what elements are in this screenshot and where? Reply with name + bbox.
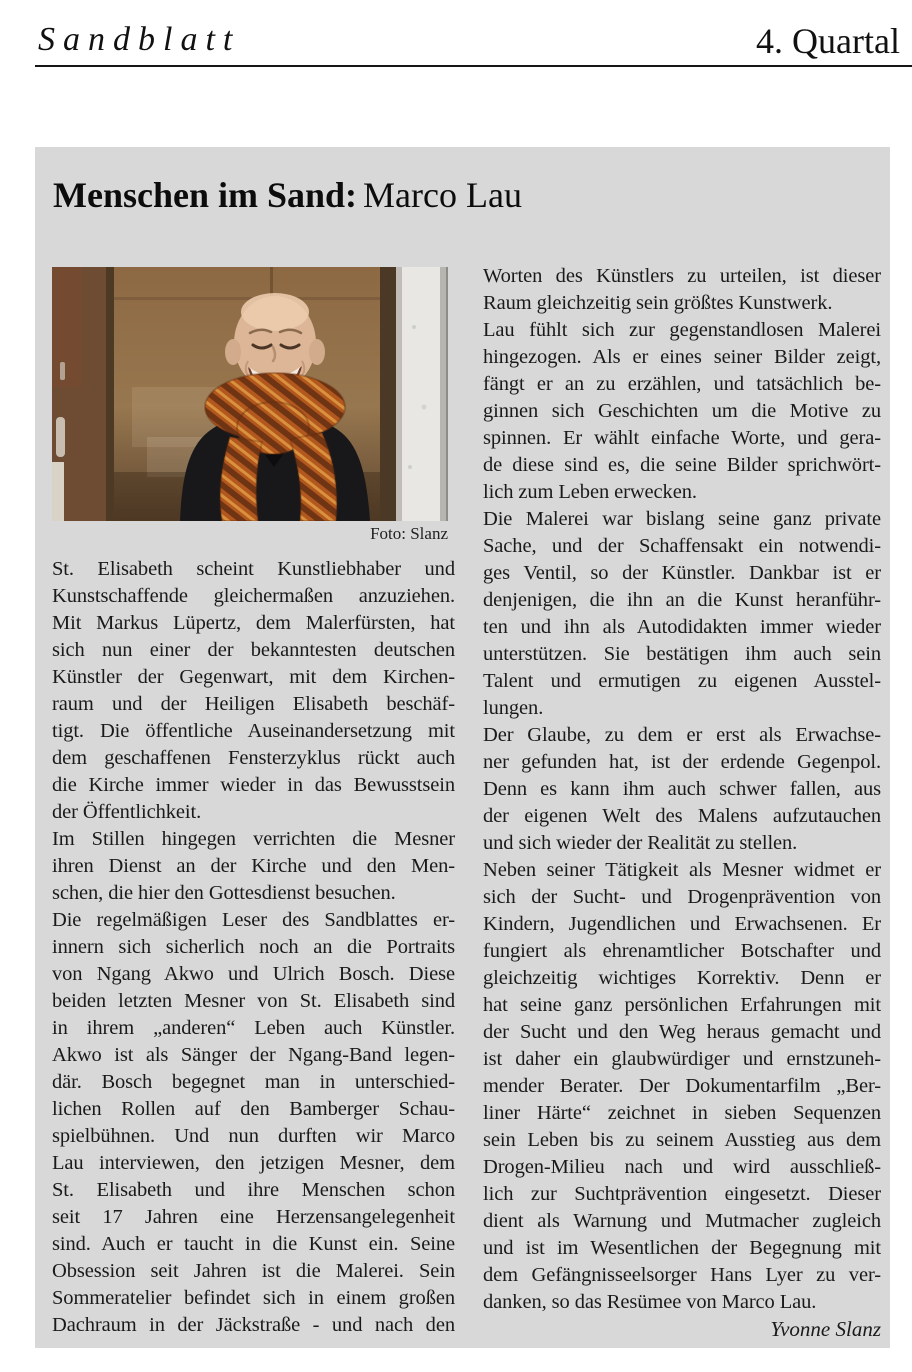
text-line: unterstützen. Sie bestätigen ihm auch sein bbox=[483, 643, 881, 665]
article-title-name: Marco Lau bbox=[363, 175, 522, 215]
byline: Yvonne Slanz bbox=[770, 1317, 881, 1341]
text-line: Lau fühlt sich zur gegenstandlosen Malerei bbox=[483, 319, 881, 341]
article-title bbox=[53, 174, 522, 216]
text-line: ginnen sich Geschichten um die Motive zu bbox=[483, 400, 881, 422]
text-line: St. Elisabeth scheint Kunstliebhaber und bbox=[52, 558, 455, 580]
text-line: Sache, und der Schaffensakt ein notwendi- bbox=[483, 535, 881, 557]
text-line: mender Berater. Der Dokumentarfilm „Ber- bbox=[483, 1075, 881, 1097]
text-line: raum und der Heiligen Elisabeth beschäf- bbox=[52, 693, 455, 715]
text-line: Neben seiner Tätigkeit als Mesner widmet er bbox=[483, 859, 881, 881]
text-line: tigt. Die öffentliche Auseinandersetzung mit bbox=[52, 720, 455, 742]
text-line: die Kirche immer wieder in das Bewusstsein bbox=[52, 774, 455, 796]
text-line: ges Ventil, so der Künstler. Dankbar ist er bbox=[483, 562, 881, 584]
text-line: und sich wieder der Realität zu stellen. bbox=[483, 832, 798, 854]
article-column-left bbox=[52, 556, 455, 1339]
text-line: gleichzeitig wichtiges Korrektiv. Denn er bbox=[483, 967, 881, 989]
text-line: spinnen. Er wählt einfache Worte, und gera- bbox=[483, 427, 881, 449]
text-line: der Öffentlichkeit. bbox=[52, 801, 202, 823]
article-title-topic: Menschen im Sand: bbox=[53, 175, 358, 215]
text-line: dem geschaffenen Fensterzyklus rückt auch bbox=[52, 747, 455, 769]
text-line: där. Bosch begegnet man in unterschied- bbox=[52, 1071, 455, 1093]
text-line: fängt er an zu erzählen, und tatsächlich be- bbox=[483, 373, 881, 395]
text-line: Obsession seit Jahren ist die Malerei. Sein bbox=[52, 1260, 455, 1282]
text-line: hingezogen. Als er eines seiner Bilder zeigt, bbox=[483, 346, 881, 368]
photo-credit: Foto: Slanz bbox=[370, 524, 448, 543]
text-line: spielbühnen. Und nun durften wir Marco bbox=[52, 1125, 455, 1147]
text-line: und ist im Wesentlichen der Begegnung mit bbox=[483, 1237, 881, 1259]
text-line: beiden letzten Mesner von St. Elisabeth sind bbox=[52, 990, 455, 1012]
text-line: Akwo ist als Sänger der Ngang-Band legen- bbox=[52, 1044, 455, 1066]
issue-label: 4. Quartal bbox=[756, 21, 900, 61]
text-line: lungen. bbox=[483, 697, 544, 719]
text-line: lich zum Leben erwecken. bbox=[483, 481, 697, 503]
article-panel bbox=[35, 147, 890, 1348]
text-line: Die regelmäßigen Leser des Sandblattes er- bbox=[52, 909, 455, 931]
text-line: von Ngang Akwo und Ulrich Bosch. Diese bbox=[52, 963, 455, 985]
text-line: fungiert als ehrenamtlicher Botschafter und bbox=[483, 940, 881, 962]
text-line: St. Elisabeth und ihre Menschen schon bbox=[52, 1179, 455, 1201]
text-line: dient als Warnung und Mutmacher zugleich bbox=[483, 1210, 881, 1232]
text-line: Denn es kann ihm auch schwer fallen, aus bbox=[483, 778, 881, 800]
text-line: lich zur Suchtprävention eingesetzt. Dieser bbox=[483, 1183, 881, 1205]
text-line: Sommeratelier befindet sich in einem großen bbox=[52, 1287, 455, 1309]
text-line: der eigenen Welt des Malens aufzutauchen bbox=[483, 805, 881, 827]
text-line: Talent und ermutigen zu eigenen Ausstel- bbox=[483, 670, 881, 692]
text-line: de diese sind es, die seine Bilder sprichwört- bbox=[483, 454, 881, 476]
portrait-photo bbox=[52, 267, 448, 521]
text-line: ihren Dienst an der Kirche und den Men- bbox=[52, 855, 455, 877]
text-line: schen, die hier den Gottesdienst besuchen. bbox=[52, 882, 396, 904]
text-line: sich nun einer der bekanntesten deutschen bbox=[52, 639, 455, 661]
text-line: innern sich sicherlich noch an die Portraits bbox=[52, 936, 455, 958]
text-line: sein Leben bis zu seinem Ausstieg aus dem bbox=[483, 1129, 881, 1151]
text-line: seit 17 Jahren eine Herzensangelegenheit bbox=[52, 1206, 455, 1228]
text-line: Kunstschaffende gleichermaßen anzuziehen. bbox=[52, 585, 455, 607]
text-line: Im Stillen hingegen verrichten die Mesner bbox=[52, 828, 455, 850]
text-line: Drogen-Milieu nach und wird ausschließ- bbox=[483, 1156, 881, 1178]
masthead-title: Sandblatt bbox=[38, 21, 241, 58]
header-rule bbox=[35, 65, 912, 67]
text-line: in ihrem „anderen“ Leben auch Künstler. bbox=[52, 1017, 455, 1039]
text-line: Worten des Künstlers zu urteilen, ist dieser bbox=[483, 265, 881, 287]
portrait-photo-illustration bbox=[52, 267, 448, 521]
text-line: ist daher ein glaubwürdiger und ernstzuneh- bbox=[483, 1048, 881, 1070]
text-line: Die Malerei war bislang seine ganz private bbox=[483, 508, 881, 530]
text-line: denjenigen, die ihn an die Kunst heranführ- bbox=[483, 589, 881, 611]
text-line: der Sucht und den Weg heraus gemacht und bbox=[483, 1021, 881, 1043]
text-line: Kindern, Jugendlichen und Erwachsenen. Er bbox=[483, 913, 881, 935]
article-column-right bbox=[483, 263, 881, 1316]
text-line: hat seine ganz persönlichen Erfahrungen mit bbox=[483, 994, 881, 1016]
text-line: Dachraum in der Jäckstraße - und nach den bbox=[52, 1314, 455, 1336]
text-line: Lau interviewen, den jetzigen Mesner, dem bbox=[52, 1152, 455, 1174]
text-line: Raum gleichzeitig sein größtes Kunstwerk. bbox=[483, 292, 833, 314]
text-line: danken, so das Resümee von Marco Lau. bbox=[483, 1291, 817, 1313]
text-line: Der Glaube, zu dem er erst als Erwachse- bbox=[483, 724, 881, 746]
text-line: lichen Rollen auf den Bamberger Schau- bbox=[52, 1098, 455, 1120]
text-line: sich der Sucht- und Drogenprävention von bbox=[483, 886, 881, 908]
text-line: ner gefunden hat, ist der erdende Gegenpol. bbox=[483, 751, 881, 773]
text-line: ten und ihn als Autodidakten immer wieder bbox=[483, 616, 881, 638]
text-line: sind. Auch er taucht in die Kunst ein. Seine bbox=[52, 1233, 455, 1255]
text-line: Mit Markus Lüpertz, dem Malerfürsten, hat bbox=[52, 612, 455, 634]
text-line: dem Gefängnisseelsorger Hans Lyer zu ver- bbox=[483, 1264, 881, 1286]
text-line: liner Härte“ zeichnet in sieben Sequenzen bbox=[483, 1102, 881, 1124]
text-line: Künstler der Gegenwart, mit dem Kirchen- bbox=[52, 666, 455, 688]
